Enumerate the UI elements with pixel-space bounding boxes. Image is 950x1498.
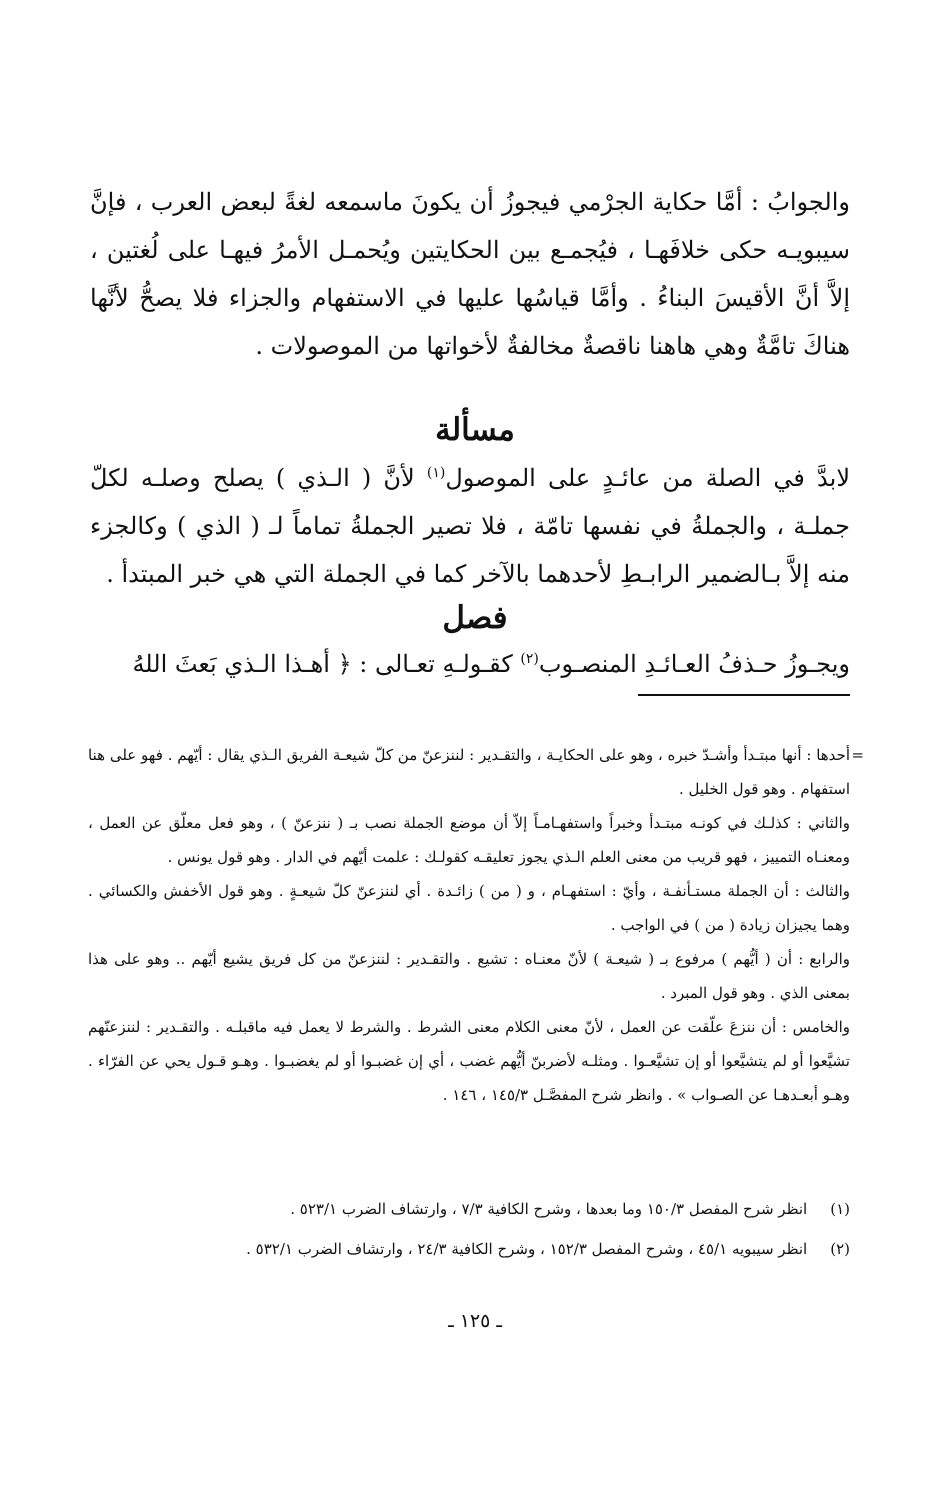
- footnote-1-number: (١): [830, 1200, 850, 1218]
- continuation-mark: =: [851, 746, 864, 764]
- footnote-1: [88, 1192, 850, 1226]
- paragraph-masala: [90, 454, 850, 598]
- paragraph-fasl: [90, 640, 850, 688]
- footnote-separator: [638, 694, 850, 696]
- note-second: والثاني : كذلـك في كونـه مبتـدأ وخبراً واستفهـامـاً إلاّ أن موضع الجملة نصب بـ ( ننزعنّ ) ، وهو فعل معلّق عن العمل ، ومعنـاه التمييز ، فهو قريب من معنى العلم الـذي يجوز تعليقـه كقولـك : علمت أيّهم في الدار . وهو قول يونس .: [88, 814, 850, 866]
- footnote-ref-1: (١): [426, 465, 446, 481]
- paragraph-fasl-part1: ويجـوزُ حـذفُ العـائـدِ المنصـوب: [538, 650, 850, 678]
- footnote-2: [88, 1232, 850, 1266]
- note-first: أحدها : أنها مبتـدأ وأشـدّ خبره ، وهو على الحكايـة ، والتقـدير : لننزعنّ من كلّ شيعـة الفريق الـذي يقال : أيّهم . فهو على هنا استفهام . وهو قول الخليل .: [88, 746, 850, 798]
- paragraph-masala-part2: لأنَّ ( الـذي ) يصلح وصلـه لكلّ جملـة ، والجملةُ في نفسها تامّة ، فلا تصير الجملةُ تماماً لـ ( الذي ) وكالجزء منه إلاَّ بـالضمير الرابـطِ لأحدهما بالآخر كما في الجملة التي هي خبر المبتدأ .: [90, 464, 850, 588]
- note-third: والثالث : أن الجملة مستـأنفـة ، وأيّ : استفهـام ، و ( من ) زائـدة . أي لننزعنّ كلّ شيعـةٍ . وهو قول الأخفش والكسائي . وهما يجيزان زيادة ( من ) في الواجب .: [88, 882, 850, 934]
- heading-masala: مسألة: [435, 412, 515, 448]
- note-fourth: والرابع : أن ( أيُّهم ) مرفوع بـ ( شيعـة ) لأنّ معنـاه : تشيع . والتقـدير : لننزعنّ من كل فريق يشيع أيّهم .. وهو على هذا بمعنى الذي . وهو قول المبرد .: [88, 950, 850, 1002]
- footnote-2-text: انظر سيبويه ٤٥/١ ، وشرح المفصل ١٥٢/٣ ، وشرح الكافية ٢٤/٣ ، وارتشاف الضرب ٥٣٢/١ .: [246, 1240, 808, 1258]
- note-fifth: والخامس : أن ننزعَ علّقت عن العمل ، لأنّ معنى الكلام معنى الشرط . والشرط لا يعمل فيه ماقبلـه . والتقـدير : لننزعنّهم تشيَّعوا أو لم يتشيَّعوا أو إن تشيَّعـوا . ومثلـه لأضربنّ أيُّهم غضب ، أي إن غضبـوا أو لم يغضبـوا . وهـو قـول يحي عن الفرّاء . وهـو أبعـدهـا عن الصـواب » . وانظر شرح المفصَّـل ١٤٥/٣ ، ١٤٦ .: [88, 1018, 850, 1104]
- page-number: ـ ١٢٥ ـ: [448, 1310, 502, 1332]
- continued-notes: [88, 738, 864, 1112]
- footnote-1-text: انظر شرح المفصل ١٥٠/٣ وما بعدها ، وشرح الكافية ٧/٣ ، وارتشاف الضرب ٥٢٣/١ .: [290, 1200, 808, 1218]
- footnote-ref-2: (٢): [520, 651, 539, 667]
- heading-fasl: فصل: [442, 600, 508, 636]
- paragraph-masala-part1: لابدَّ في الصلة من عائـدٍ على الموصول: [445, 464, 851, 492]
- footnote-2-number: (٢): [830, 1240, 850, 1258]
- paragraph-answer: والجوابُ : أمَّا حكاية الجرْمي فيجوزُ أن يكونَ ماسمعه لغةً لبعض العرب ، فإنَّ سيبويـه حكى خلافَهـا ، فيُجمـع بين الحكايتين ويُحمـل الأمرُ فيهـا على لُغتين ، إلاَّ أنَّ الأقيسَ البناءُ . وأمَّا قياسُها عليها في الاستفهام والجزاء فلا يصحُّ لأنَّها هناكَ تامَّةٌ وهي هاهنا ناقصةٌ مخالفةٌ لأخواتها من الموصولات .: [90, 188, 850, 360]
- paragraph-fasl-part2: كقـولـهِ تعـالى : ﴿ أهـذا الـذي بَعثَ اللهُ: [132, 650, 521, 678]
